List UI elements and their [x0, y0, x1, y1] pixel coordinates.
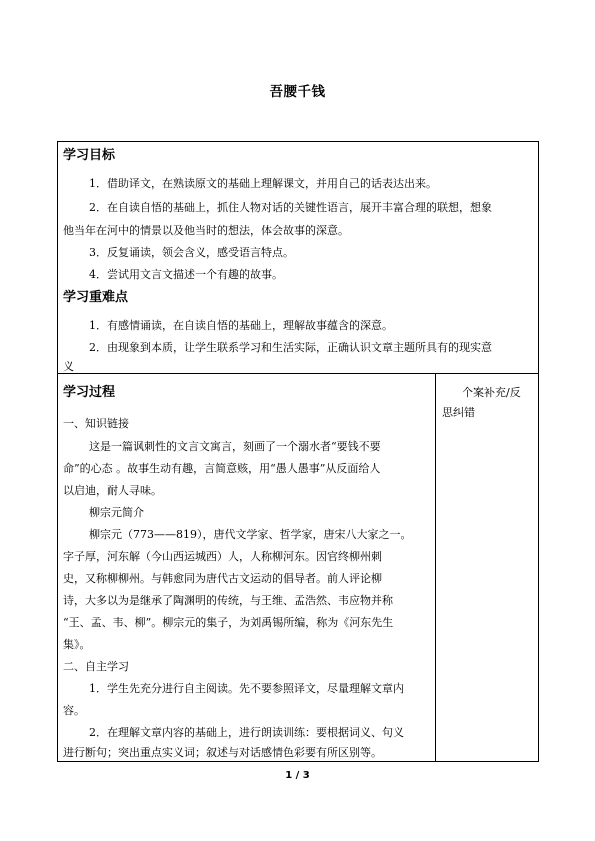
process-line: 集》。	[63, 638, 91, 651]
objectives-box	[57, 141, 539, 374]
objective-item: 3．反复诵读，领会含义，感受语言特点。	[89, 246, 294, 259]
objective-item: 4．尝试用文言文描述一个有趣的故事。	[89, 268, 283, 281]
process-line: 进行断句；突出重点实义词；叙述与对话感情色彩要有所区别等。	[63, 746, 382, 759]
process-line: 字子厚，河东解（今山西运城西）人，人称柳河东。因官终柳州刺	[63, 550, 382, 563]
process-heading: 学习过程	[63, 385, 116, 400]
process-line: 命”的心态 。故事生动有趣，言简意赅，用“愚人愚事”从反面给人	[63, 462, 381, 475]
key-point-item: 2．由现象到本质，让学生联系学习和生活实际，正确认识文章主题所具有的现实意	[89, 341, 492, 354]
process-line: 柳宗元简介	[89, 506, 144, 519]
objective-item: 他当年在河中的情景以及他当时的想法，体会故事的深意。	[63, 224, 349, 237]
process-line: 这是一篇讽刺性的文言文寓言，刻画了一个溺水者“要钱不要	[89, 440, 381, 453]
key-points-heading: 学习重难点	[63, 290, 129, 305]
side-note: 个案补充/反	[462, 386, 521, 399]
process-box	[57, 373, 539, 762]
process-line: 史，又称柳柳州。与韩愈同为唐代古文运动的倡导者。前人评论柳	[63, 572, 382, 585]
side-note: 思纠错	[442, 406, 475, 419]
process-line: 柳宗元（773——819），唐代文学家、哲学家，唐宋八大家之一。	[89, 528, 412, 541]
process-line: “王、孟、韦、柳”。柳宗元的集子，为刘禹锡所编，称为《河东先生	[63, 616, 394, 629]
column-divider	[435, 374, 436, 761]
process-line: 1．学生先充分进行自主阅读。先不要参照译文，尽量理解文章内	[89, 682, 404, 695]
objective-item: 2．在自读自悟的基础上，抓住人物对话的关键性语言，展开丰富合理的联想，想象	[89, 201, 492, 214]
process-line: 诗，大多以为是继承了陶渊明的传统，与王维、孟浩然、韦应物并称	[63, 594, 393, 607]
process-line: 以启迪，耐人寻味。	[63, 484, 162, 497]
key-point-item: 义	[63, 360, 74, 373]
process-line: 一、知识链接	[63, 417, 129, 430]
objective-item: 1．借助译文，在熟读原文的基础上理解课文，并用自己的话表达出来。	[89, 177, 437, 190]
document-title: 吾腰千钱	[269, 84, 326, 100]
process-line: 二、自主学习	[63, 660, 129, 673]
process-line: 2．在理解文章内容的基础上，进行朗读训练：要根据词义、句义	[89, 726, 404, 739]
objectives-heading: 学习目标	[63, 148, 116, 163]
key-point-item: 1．有感情诵读，在自读自悟的基础上，理解故事蕴含的深意。	[89, 319, 393, 332]
process-line: 容。	[63, 704, 85, 717]
page-number: 1 / 3	[285, 770, 310, 781]
